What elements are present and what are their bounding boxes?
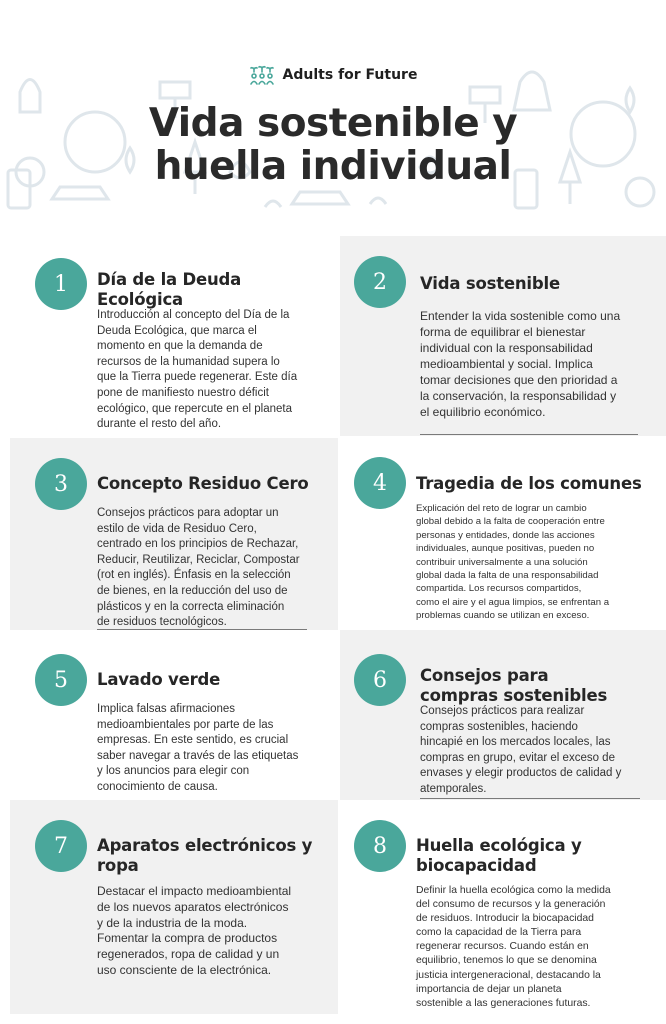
item-text-line: Explicación del reto de lograr un cambio xyxy=(416,503,587,514)
item-text-line: tomar decisiones que den prioridad a xyxy=(420,373,618,387)
item-text-line: justicia intergeneracional, destacando la xyxy=(416,969,601,981)
item-text-line: compras sostenibles, haciendo xyxy=(420,720,578,733)
item-text-line: Entender la vida sostenible como una xyxy=(420,309,621,323)
item-text-line: Reducir, Reutilizar, Reciclar, Compostar xyxy=(97,553,300,566)
item-text-line: que la Tierra puede regenerar. Este día xyxy=(97,371,298,384)
page-title xyxy=(0,102,666,188)
item-text-line: regenerados, ropa de calidad y un xyxy=(97,947,280,962)
item-3-card xyxy=(10,438,338,630)
item-number-badge: 1 xyxy=(35,258,87,310)
item-text-line: individuales, aunque positivas, pueden no xyxy=(416,543,595,555)
item-text-line: regenerar recursos. Cuando están en xyxy=(416,941,589,953)
item-number-badge: 4 xyxy=(354,457,406,509)
item-text-line: como la capacidad de la Tierra para xyxy=(416,927,582,939)
item-title-line: Ecológica xyxy=(97,290,183,309)
item-description xyxy=(97,506,300,631)
item-text-line: recursos de la humanidad supera lo xyxy=(97,355,280,368)
item-text-line: hincapié en los mercados locales, las xyxy=(420,736,611,749)
item-text-line: Fomentar la compra de productos xyxy=(97,931,278,946)
item-text-line: del consumo de recursos y la generación xyxy=(416,899,606,911)
item-text-line: medioambiental y social. Implica xyxy=(420,357,593,371)
item-text-line: compartida. Los recursos compartidos, xyxy=(416,583,582,595)
item-description xyxy=(97,884,291,979)
item-text-line: Consejos prácticos para realizar xyxy=(420,705,585,717)
item-text-line: de residuos tecnológicos. xyxy=(97,616,227,629)
header-banner xyxy=(0,52,666,220)
divider xyxy=(97,629,307,630)
item-title-line: Vida sostenible xyxy=(420,274,560,293)
item-title xyxy=(97,670,220,690)
item-4-card xyxy=(340,438,666,638)
item-text-line: Implica falsas afirmaciones xyxy=(97,703,236,715)
item-number-badge: 2 xyxy=(354,256,406,308)
item-text-line: el equilibrio económico. xyxy=(420,405,546,419)
item-title-line: ropa xyxy=(97,856,139,875)
item-text-line: Introducción al concepto del Día de la xyxy=(97,309,290,321)
item-text-line: atemporales. xyxy=(420,782,487,795)
item-text-line: medioambientales por parte de las xyxy=(97,718,274,731)
brand-name: Adults for Future xyxy=(282,67,418,83)
item-text-line: estilo de vida de Residuo Cero, xyxy=(97,522,257,535)
item-title-line: Concepto Residuo Cero xyxy=(97,474,309,493)
item-text-line: de residuos. Introducir la biocapacidad xyxy=(416,913,594,925)
item-text-line: sostenible a las generaciones futuras. xyxy=(416,997,591,1009)
item-title xyxy=(420,666,607,706)
item-title-line: biocapacidad xyxy=(416,856,537,875)
divider xyxy=(420,798,640,799)
item-number-badge: 6 xyxy=(354,654,406,706)
item-text-line: Consejos prácticos para adoptar un xyxy=(97,507,279,519)
item-text-line: Destacar el impacto medioambiental xyxy=(97,884,292,898)
item-text-line: personas y entidades, donde las acciones xyxy=(416,529,595,541)
item-title-line: compras sostenibles xyxy=(420,686,608,705)
item-text-line: de bienes, en la reducción del uso de xyxy=(97,584,288,597)
item-7-card xyxy=(10,800,338,1014)
item-title xyxy=(416,836,582,876)
item-title-line: Huella ecológica y xyxy=(416,836,582,855)
item-text-line: Definir la huella ecológica como la medida xyxy=(416,885,611,896)
item-description xyxy=(97,702,298,796)
item-text-line: uso consciente de la electrónica. xyxy=(97,962,272,977)
item-description xyxy=(420,704,621,798)
item-text-line: saber navegar a través de las etiquetas xyxy=(97,749,299,762)
item-text-line: durante el resto del año. xyxy=(97,418,222,431)
brand xyxy=(0,64,666,86)
people-sprout-icon xyxy=(249,64,275,86)
item-title-line: Consejos para xyxy=(420,666,549,685)
item-number-badge: 3 xyxy=(35,458,87,510)
item-title xyxy=(420,274,560,294)
item-text-line: global dada la falta de una responsabilidad xyxy=(416,570,599,582)
item-text-line: la conservación, la responsabilidad y xyxy=(420,389,617,403)
item-text-line: (rot en inglés). Énfasis en la selección xyxy=(97,569,291,582)
item-text-line: conocimiento de causa. xyxy=(97,780,218,793)
item-text-line: envases y elegir productos de calidad y xyxy=(420,767,622,780)
item-8-card xyxy=(340,800,666,1014)
item-text-line: equilibrio, tenemos lo que se denomina xyxy=(416,955,597,967)
item-text-line: como el aire y el agua limpios, se enfrentan a xyxy=(416,596,610,608)
item-number-badge: 7 xyxy=(35,820,87,872)
item-6-card xyxy=(340,630,666,800)
item-text-line: Deuda Ecológica, que marca el xyxy=(97,324,257,337)
item-description xyxy=(416,502,609,623)
item-text-line: centrado en los principios de Rechazar, xyxy=(97,538,299,551)
item-number-badge: 5 xyxy=(35,654,87,706)
item-text-line: forma de equilibrar el bienestar xyxy=(420,325,586,339)
item-text-line: importancia de dejar un planeta xyxy=(416,983,562,995)
page-title-line: huella individual xyxy=(154,144,512,189)
item-text-line: global debido a la falta de cooperación entre xyxy=(416,516,605,528)
item-text-line: compras en grupo, evitar el exceso de xyxy=(420,751,615,764)
item-description xyxy=(420,308,620,420)
item-text-line: momento en que la demanda de xyxy=(97,340,263,353)
divider xyxy=(420,434,638,435)
item-title-line: Día de la Deuda xyxy=(97,270,242,289)
item-number-badge: 8 xyxy=(354,820,406,872)
item-text-line: empresas. En este sentido, es crucial xyxy=(97,734,289,747)
item-title xyxy=(416,474,642,494)
item-title-line: Aparatos electrónicos y xyxy=(97,836,313,855)
item-description xyxy=(416,884,611,1011)
item-title-line: Tragedia de los comunes xyxy=(416,474,642,493)
item-text-line: de los nuevos aparatos electrónicos xyxy=(97,899,289,914)
item-description xyxy=(97,308,297,433)
page-title-line: Vida sostenible y xyxy=(148,101,518,146)
item-2-card xyxy=(340,236,666,436)
item-1-card xyxy=(0,238,338,438)
item-text-line: ecológico, que repercute en el planeta xyxy=(97,402,293,415)
item-5-card xyxy=(0,636,338,806)
item-title xyxy=(97,474,309,494)
item-title-line: Lavado verde xyxy=(97,670,221,689)
item-text-line: y de la industria de la moda. xyxy=(97,915,248,930)
item-title xyxy=(97,270,241,310)
item-text-line: y los anuncios para elegir con xyxy=(97,765,250,778)
item-text-line: contribuir universalmente a una solución xyxy=(416,556,588,568)
item-title xyxy=(97,836,312,876)
item-text-line: individual con la responsabilidad xyxy=(420,341,593,355)
item-text-line: plásticos y en la correcta eliminación xyxy=(97,600,285,613)
item-text-line: pone de manifiesto nuestro déficit xyxy=(97,386,269,399)
item-text-line: problemas cuando se utilizan en exceso. xyxy=(416,610,590,622)
